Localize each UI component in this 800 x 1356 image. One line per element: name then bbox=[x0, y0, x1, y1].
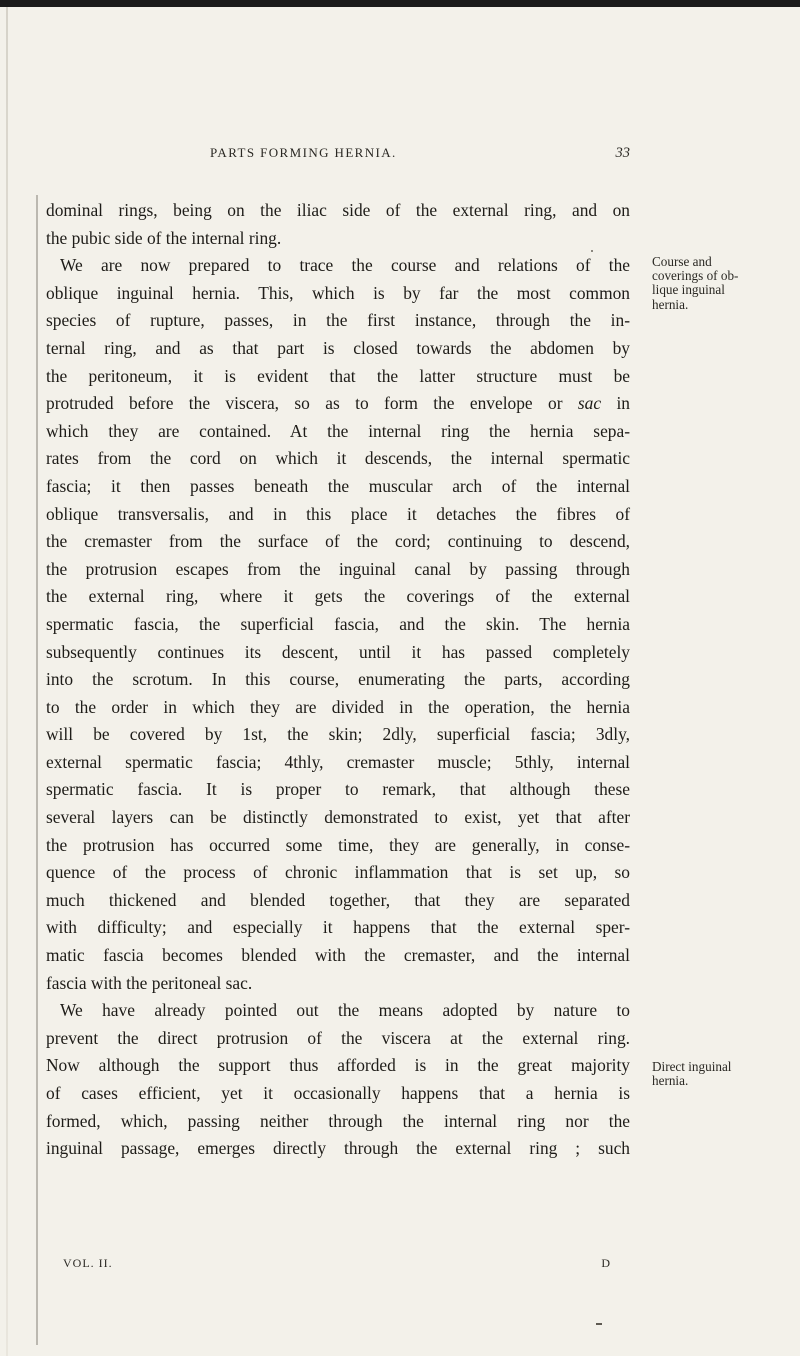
text-line: Now although the support thus afforded is in the great majority bbox=[46, 1055, 630, 1076]
margin-note-line: Direct inguinal bbox=[652, 1059, 732, 1074]
page-top-edge bbox=[0, 0, 800, 7]
margin-note-line: hernia. bbox=[652, 1073, 689, 1089]
text-line: oblique inguinal hernia. This, which is by far the most common bbox=[46, 282, 630, 303]
text-segment: protruded before the viscera, so as to form the envelope or bbox=[46, 393, 578, 414]
body-text bbox=[46, 197, 630, 1163]
text-line: to the order in which they are divided in the operation, the hernia bbox=[46, 696, 630, 717]
text-line: matic fascia becomes blended with the cremaster, and the internal bbox=[46, 945, 630, 966]
text-line: rates from the cord on which it descends, the internal spermatic bbox=[46, 448, 630, 469]
italic-term-sac: sac bbox=[577, 393, 602, 414]
text-line: much thickened and blended together, that they are separated bbox=[46, 889, 630, 910]
margin-note-direct-hernia bbox=[652, 1060, 772, 1088]
page-header bbox=[210, 145, 630, 165]
text-line: which they are contained. At the internal ring the hernia sepa- bbox=[46, 420, 630, 441]
text-line: oblique transversalis, and in this place it detaches the fibres of bbox=[46, 503, 630, 524]
text-line: quence of the process of chronic inflammation that is set up, so bbox=[46, 862, 630, 883]
text-line: species of rupture, passes, in the first instance, through the in- bbox=[46, 310, 630, 331]
running-head: PARTS FORMING HERNIA. bbox=[210, 145, 397, 160]
margin-note-line: lique inguinal bbox=[652, 282, 725, 298]
page-number: 33 bbox=[615, 145, 630, 161]
text-line: inguinal passage, emerges directly through the external ring ; such bbox=[46, 1138, 630, 1159]
text-line: the peritoneum, it is evident that the latter structure must be bbox=[46, 365, 630, 386]
paragraph-first-line: We have already pointed out the means adopted by nature to bbox=[60, 1000, 630, 1021]
print-mark bbox=[596, 1323, 602, 1325]
text-line: subsequently continues its descent, until it has passed completely bbox=[46, 641, 630, 662]
margin-note-oblique-hernia bbox=[652, 255, 772, 312]
text-line: with difficulty; and especially it happens that the external sper- bbox=[46, 917, 630, 938]
text-line: fascia; it then passes beneath the muscular arch of the internal bbox=[46, 475, 630, 496]
volume-mark: VOL. II. bbox=[63, 1256, 113, 1270]
text-line: spermatic fascia. It is proper to remark, that although these bbox=[46, 779, 630, 800]
paragraph-first-line: We are now prepared to trace the course and relations of the bbox=[60, 255, 630, 276]
page-footer bbox=[63, 1256, 611, 1274]
text-line: several layers can be distinctly demonstrated to exist, yet that after bbox=[46, 807, 630, 828]
text-line: prevent the direct protrusion of the viscera at the external ring. bbox=[46, 1027, 630, 1048]
binding-gutter bbox=[6, 7, 8, 1356]
text-line: the external ring, where it gets the coverings of the external bbox=[46, 586, 630, 607]
text-line: dominal rings, being on the iliac side of the external ring, and on bbox=[46, 200, 630, 220]
margin-note-line: coverings of ob- bbox=[652, 268, 739, 284]
text-line: will be covered by 1st, the skin; 2dly, superficial fascia; 3dly, bbox=[46, 724, 630, 745]
left-margin-rule bbox=[36, 195, 38, 1345]
text-line: the pubic side of the internal ring. bbox=[46, 227, 282, 248]
text-line: ternal ring, and as that part is closed towards the abdomen by bbox=[46, 337, 630, 358]
margin-note-line: Course and bbox=[652, 254, 712, 269]
signature-mark: D bbox=[601, 1256, 611, 1270]
text-line: spermatic fascia, the superficial fascia, and the skin. The hernia bbox=[46, 613, 630, 634]
text-line: external spermatic fascia; 4thly, cremaster muscle; 5thly, internal bbox=[46, 751, 630, 772]
text-line: formed, which, passing neither through the internal ring nor the bbox=[46, 1110, 630, 1131]
text-line: the protrusion escapes from the inguinal canal by passing through bbox=[46, 558, 630, 579]
text-line: the cremaster from the surface of the cord; continuing to descend, bbox=[46, 531, 630, 552]
text-segment: in bbox=[601, 393, 631, 414]
margin-note-line: hernia. bbox=[652, 296, 689, 312]
text-line: into the scrotum. In this course, enumerating the parts, according bbox=[46, 669, 630, 690]
text-line-with-italic bbox=[46, 390, 630, 418]
text-line: fascia with the peritoneal sac. bbox=[46, 972, 253, 993]
text-line: of cases efficient, yet it occasionally happens that a hernia is bbox=[46, 1083, 630, 1103]
text-line: the protrusion has occurred some time, they are generally, in conse- bbox=[46, 834, 630, 855]
